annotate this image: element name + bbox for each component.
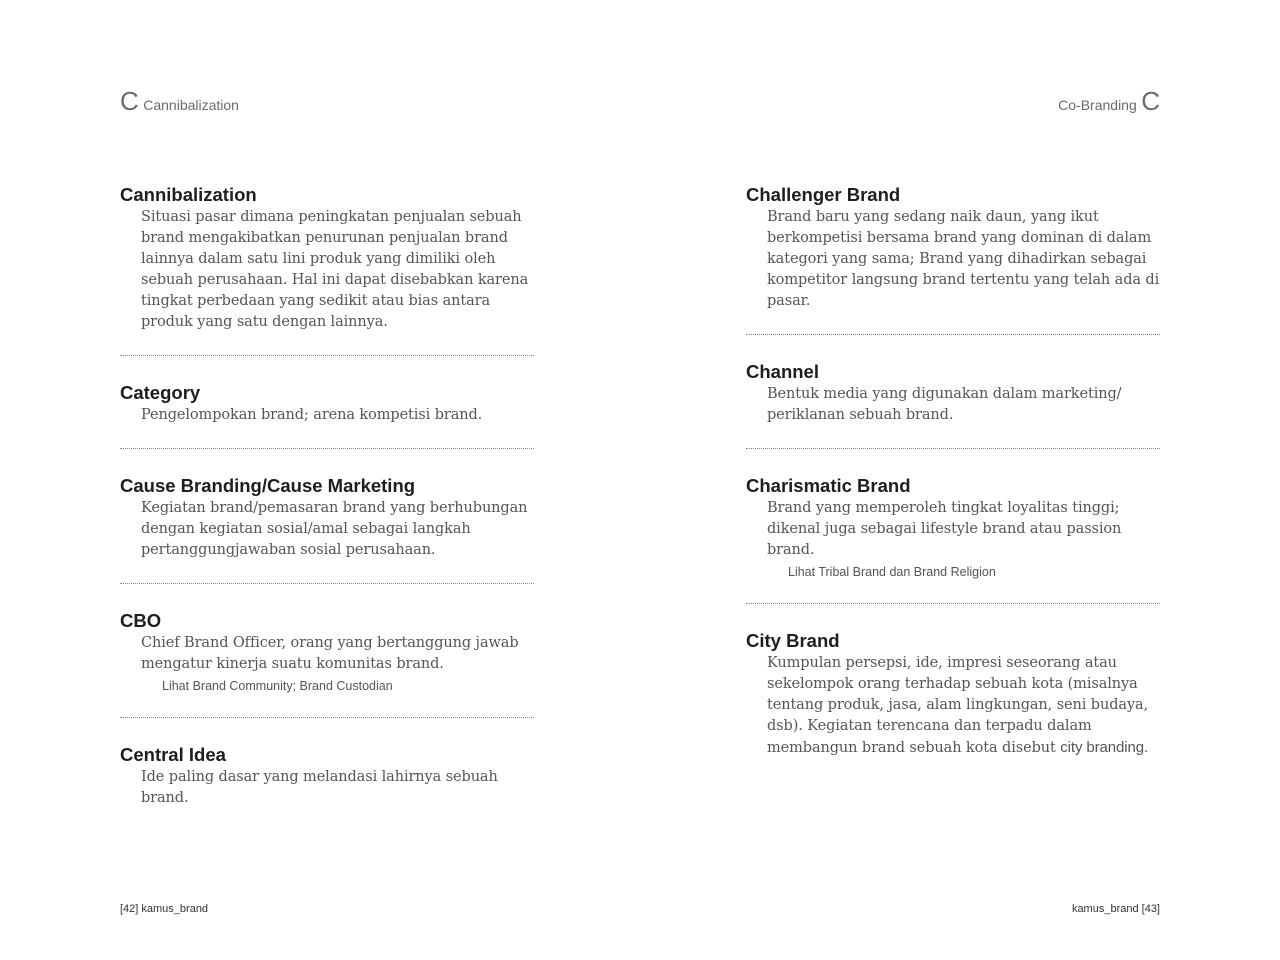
- header-first-term: Cannibalization: [143, 97, 239, 113]
- glossary-entry: [120, 610, 534, 718]
- section-letter: C: [120, 86, 139, 116]
- entry-term: CBO: [120, 610, 162, 631]
- entry-definition: Chief Brand Officer, orang yang bertanggung jawab mengatur kinerja suatu komunitas brand.: [141, 635, 519, 672]
- entry-term: Category: [120, 382, 201, 403]
- entry-definition: Ide paling dasar yang melandasi lahirnya sebuah brand.: [141, 769, 498, 806]
- glossary-entry: [746, 184, 1160, 335]
- entry-definition: Pengelompokan brand; arena kompetisi brand.: [141, 407, 483, 423]
- entry-term: Charismatic Brand: [746, 475, 911, 496]
- entry-term: Cannibalization: [120, 184, 257, 205]
- entry-definition: Situasi pasar dimana peningkatan penjualan sebuah brand mengakibatkan penurunan penjualan brand lainnya dalam satu lini produk yang dimiliki oleh sebuah perusahaan. Hal ini dapat disebabkan karena tingkat perbedaan yang sedikit atau bias antara produk yang satu dengan lainnya.: [141, 209, 529, 330]
- entry-definition: Kegiatan brand/pemasaran brand yang berhubungan dengan kegiatan sosial/amal sebagai langkah pertanggungjawaban sosial perusahaan.: [141, 500, 528, 558]
- header-last-term: Co-Branding: [1058, 97, 1137, 113]
- glossary-entry: [120, 184, 534, 356]
- entry-term: Challenger Brand: [746, 184, 901, 205]
- entry-term: Central Idea: [120, 744, 226, 765]
- glossary-entry: [120, 744, 534, 831]
- running-header-left: [120, 86, 239, 122]
- entry-term: Channel: [746, 361, 819, 382]
- page-number-left: [42] kamus_brand: [120, 903, 209, 915]
- entry-definition: Brand baru yang sedang naik daun, yang ikut berkompetisi bersama brand yang dominan di dalam kategori yang sama; Brand yang dihadirkan sebagai kompetitor langsung brand tertentu yang telah ada di pasar.: [767, 209, 1160, 309]
- emphasized-term: city branding.: [1060, 739, 1149, 756]
- cross-reference: Lihat Brand Community; Brand Custodian: [162, 679, 393, 693]
- entry-term: City Brand: [746, 630, 840, 651]
- section-letter: C: [1141, 86, 1160, 116]
- cross-reference: Lihat Tribal Brand dan Brand Religion: [788, 565, 996, 579]
- running-header-right: [1058, 86, 1160, 122]
- right-page-column: [746, 184, 1160, 807]
- entry-definition: Brand yang memperoleh tingkat loyalitas tinggi; dikenal juga sebagai lifestyle brand atau passion brand.: [767, 500, 1122, 558]
- glossary-entry: [120, 475, 534, 584]
- page-number-right: kamus_brand [43]: [1071, 903, 1160, 915]
- glossary-entry: [746, 630, 1160, 781]
- entry-term: Cause Branding/Cause Marketing: [120, 475, 416, 496]
- definition-text: Kumpulan persepsi, ide, impresi seseorang atau sekelompok orang terhadap sebuah kota (misalnya tentang produk, jasa, alam lingkungan, seni budaya, dsb). Kegiatan terencana dan terpadu dalam membangun brand sebuah kota disebut: [767, 655, 1149, 756]
- glossary-entry: [120, 382, 534, 449]
- left-page-column: [120, 184, 534, 857]
- glossary-entry: [746, 475, 1160, 604]
- entry-definition: [767, 653, 1160, 759]
- entry-definition: Bentuk media yang digunakan dalam marketing/ periklanan sebuah brand.: [767, 386, 1122, 423]
- glossary-entry: [746, 361, 1160, 449]
